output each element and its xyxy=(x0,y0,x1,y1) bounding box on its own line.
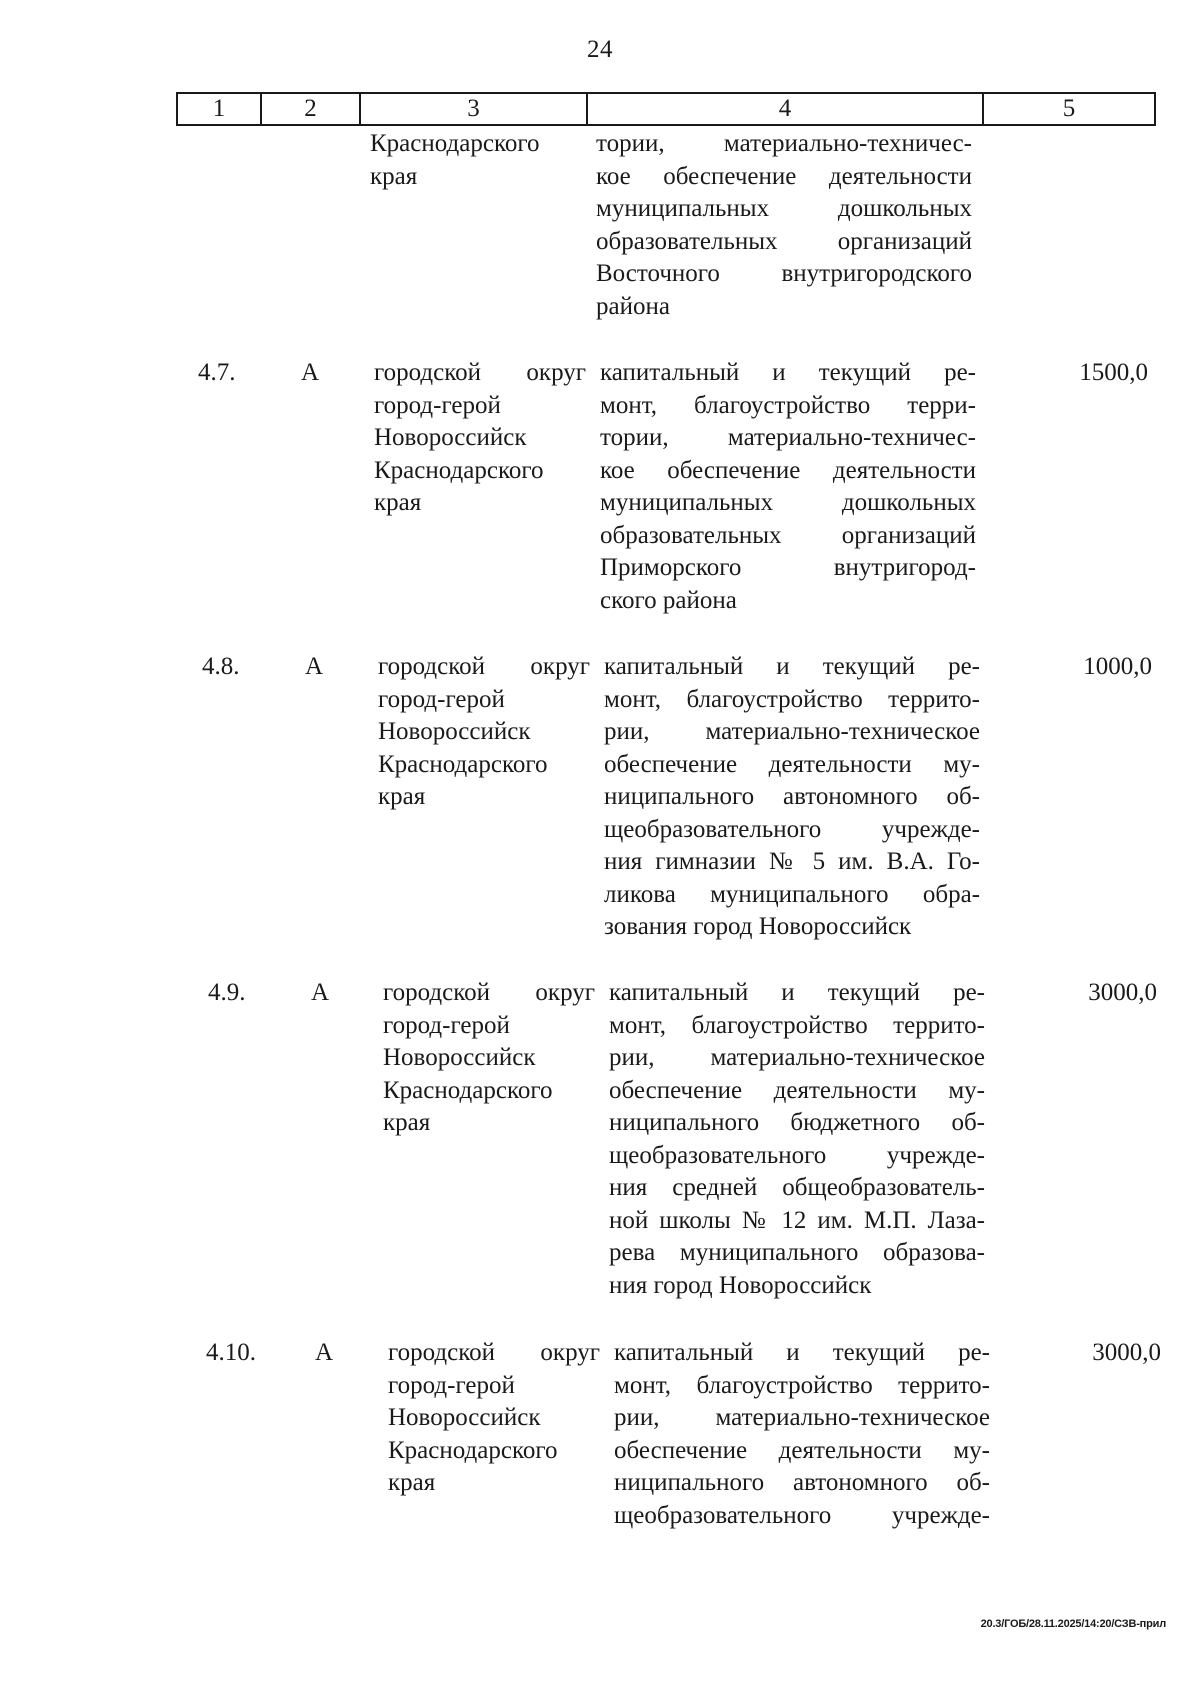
region-line: Краснодарского xyxy=(388,1436,558,1464)
region-cell xyxy=(370,128,582,193)
region-line: Краснодарского xyxy=(378,750,548,778)
description-line: Приморского внутригород- xyxy=(600,554,976,581)
description-line: капитальный и текущий ре- xyxy=(604,653,980,680)
row-letter: А xyxy=(301,359,320,386)
document-code: 20.3/ГОБ/28.11.2025/14:20/СЗВ-прил xyxy=(980,1618,1166,1630)
description-cell xyxy=(596,128,972,323)
region-line: края xyxy=(378,783,426,810)
description-line: муниципальных дошкольных xyxy=(600,489,976,516)
row-letter: А xyxy=(315,1339,334,1366)
description-line: образовательных организаций xyxy=(600,521,976,549)
description-line: тории, материально-техничес- xyxy=(596,130,972,157)
region-line: Новороссийск xyxy=(378,718,531,745)
region-line: Краснодарского xyxy=(370,130,540,157)
description-line: капитальный и текущий ре- xyxy=(614,1339,990,1366)
description-line: монт, благоустройство террито- xyxy=(604,685,980,713)
header-col-1: 1 xyxy=(178,94,262,124)
region-line: края xyxy=(370,162,418,190)
row-number: 4.10. xyxy=(206,1339,256,1366)
row-number: 4.8. xyxy=(202,653,240,680)
region-line: город-герой xyxy=(378,685,505,713)
description-line: капитальный и текущий ре- xyxy=(600,359,976,386)
region-line: городской округ xyxy=(388,1339,600,1366)
region-line: края xyxy=(383,1109,431,1136)
description-line: муниципальных дошкольных xyxy=(596,195,972,222)
header-col-3: 3 xyxy=(361,94,588,124)
region-line: Краснодарского xyxy=(374,456,544,484)
description-line: капитальный и текущий ре- xyxy=(609,979,985,1006)
header-col-2: 2 xyxy=(262,94,361,124)
description-line: ниципального бюджетного об- xyxy=(609,1109,985,1136)
region-cell xyxy=(383,977,595,1140)
description-line: щеобразовательного учрежде- xyxy=(614,1501,990,1529)
header-col-5: 5 xyxy=(1062,95,1076,122)
description-line: ликова муниципального обра- xyxy=(604,880,980,908)
description-line: ной школы № 12 им. М.П. Лаза- xyxy=(609,1206,985,1234)
region-line: городской округ xyxy=(383,979,595,1006)
description-line: монт, благоустройство террито- xyxy=(609,1011,985,1039)
amount-cell: 3000,0 xyxy=(1092,1339,1161,1366)
description-line: района xyxy=(596,292,670,320)
description-line: ния город Новороссийск xyxy=(609,1271,872,1299)
description-line: ниципального автономного об- xyxy=(604,783,980,810)
amount-cell: 1000,0 xyxy=(1083,653,1152,680)
region-line: город-герой xyxy=(383,1011,510,1039)
amount-cell: 3000,0 xyxy=(1088,979,1157,1006)
region-line: город-герой xyxy=(388,1371,515,1399)
description-cell xyxy=(600,357,976,617)
description-line: ния средней общеобразователь- xyxy=(609,1174,985,1201)
row-number: 4.7. xyxy=(198,359,236,386)
region-line: Новороссийск xyxy=(374,424,527,451)
description-line: рии, материально-техническое xyxy=(604,718,980,745)
description-line: кое обеспечение деятельности xyxy=(596,162,972,190)
description-line: рии, материально-техническое xyxy=(614,1404,990,1431)
row-number: 4.9. xyxy=(208,979,246,1006)
description-cell xyxy=(604,651,980,944)
region-line: город-герой xyxy=(374,391,501,419)
region-cell xyxy=(388,1337,600,1500)
description-line: Восточного внутригородского xyxy=(596,260,972,287)
row-letter: А xyxy=(311,979,330,1006)
region-line: края xyxy=(374,489,422,516)
description-line: зования город Новороссийск xyxy=(604,913,912,940)
region-line: Новороссийск xyxy=(388,1404,541,1431)
region-line: края xyxy=(388,1469,436,1496)
description-line: обеспечение деятельности му- xyxy=(604,750,980,778)
amount-cell: 1500,0 xyxy=(1079,359,1148,386)
region-line: городской округ xyxy=(374,359,586,386)
description-line: щеобразовательного учрежде- xyxy=(609,1141,985,1169)
description-line: ния гимназии № 5 им. В.А. Го- xyxy=(604,848,980,875)
description-line: монт, благоустройство терри- xyxy=(600,391,976,419)
description-line: рева муниципального образова- xyxy=(609,1239,985,1266)
region-cell xyxy=(374,357,586,520)
description-line: ского района xyxy=(600,586,737,614)
row-letter: А xyxy=(305,653,324,680)
description-line: ниципального автономного об- xyxy=(614,1469,990,1496)
region-cell xyxy=(378,651,590,814)
description-cell xyxy=(609,977,985,1302)
description-line: тории, материально-техничес- xyxy=(600,424,976,451)
header-col-4: 4 xyxy=(588,94,984,124)
description-line: образовательных организаций xyxy=(596,227,972,255)
description-line: обеспечение деятельности му- xyxy=(614,1436,990,1464)
region-line: Новороссийск xyxy=(383,1044,536,1071)
description-line: рии, материально-техническое xyxy=(609,1044,985,1071)
page-number: 24 xyxy=(587,36,613,63)
description-line: щеобразовательного учрежде- xyxy=(604,815,980,843)
region-line: Краснодарского xyxy=(383,1076,553,1104)
description-line: кое обеспечение деятельности xyxy=(600,456,976,484)
description-cell xyxy=(614,1337,990,1532)
description-line: обеспечение деятельности му- xyxy=(609,1076,985,1104)
description-line: монт, благоустройство террито- xyxy=(614,1371,990,1399)
table-header-row xyxy=(176,92,1156,126)
region-line: городской округ xyxy=(378,653,590,680)
